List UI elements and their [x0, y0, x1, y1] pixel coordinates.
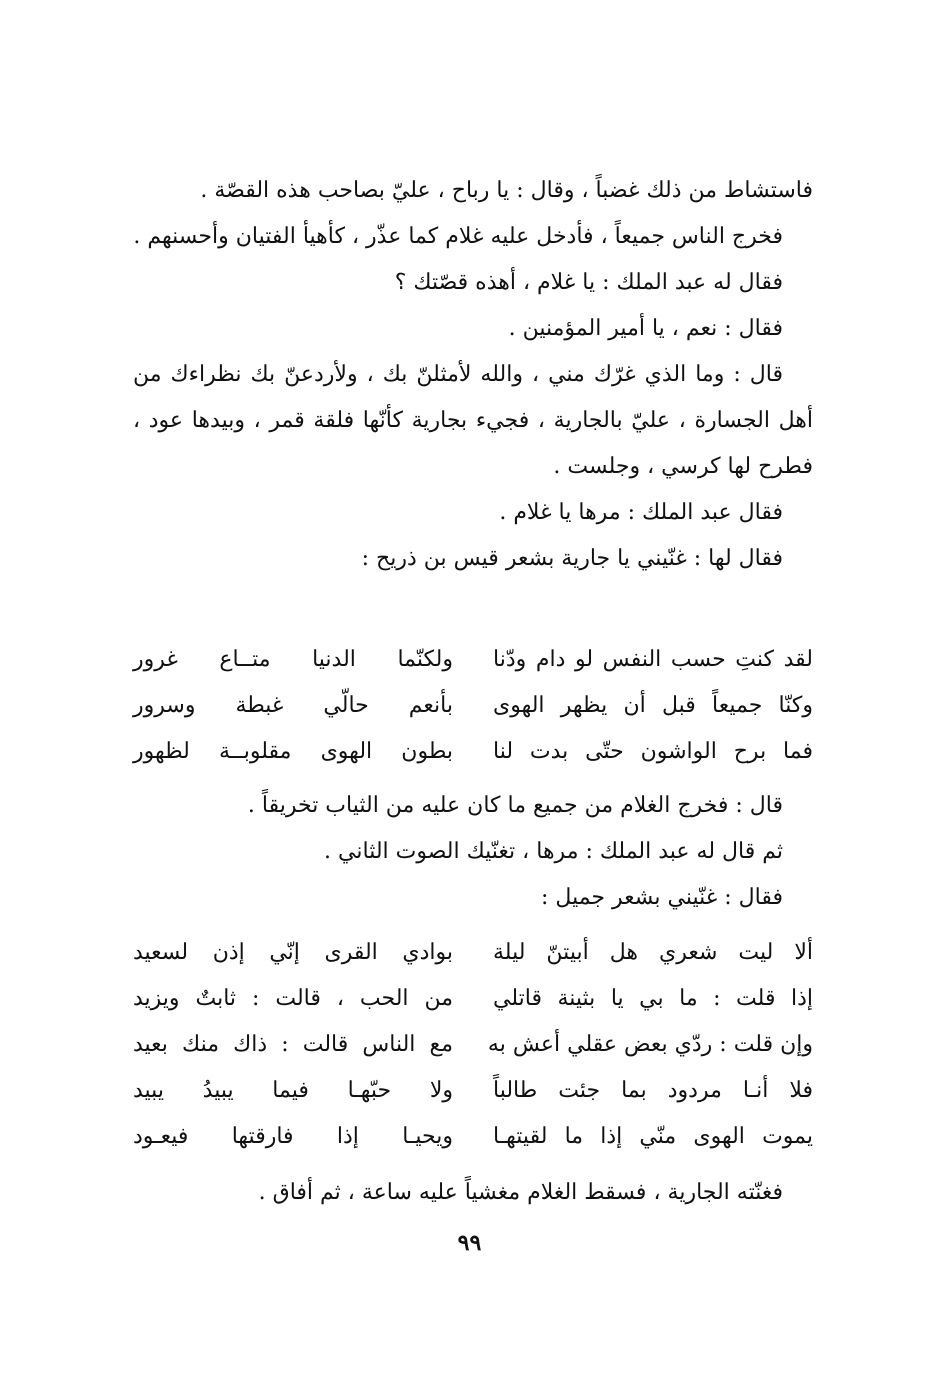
paragraph: فخرج الناس جميعاً ، فأدخل عليه غلام كما عذّر ، كأهيأ الفتيان وأحسنهم .	[133, 224, 783, 249]
page-number: ٩٩	[457, 1230, 482, 1256]
second-hemistich: بطون الهوى مقلوبــة لظهور	[133, 739, 453, 764]
second-hemistich: ولكنّما الدنيا متــاع غرور	[133, 647, 453, 672]
paragraph: فقال لها : غنّيني يا جارية بشعر قيس بن ذريح :	[361, 546, 783, 571]
first-hemistich: يموت الهوى منّي إذا ما لقيتهـا	[493, 1124, 813, 1149]
first-hemistich: وإن قلت : ردّي بعض عقلي أعش به	[487, 1032, 813, 1057]
paragraph: فاستشاط من ذلك غضباً ، وقال : يا رباح ، عليّ بصاحب هذه القصّة .	[200, 178, 813, 203]
first-hemistich: لقد كنتِ حسب النفس لو دام ودّنا	[493, 647, 813, 672]
second-hemistich: ويحيـا إذا فارقتها فيعـود	[133, 1124, 453, 1149]
paragraph: قال : وما الذي غرّك مني ، والله لأمثلنّ بك ، ولأردعنّ بك نظراءك من أهل الجسارة ، عليّ بالجارية ، فجيء بجارية كأنّها فلقة قمر ، وبيدها عود ، فطرح لها كرسي ، وجلست .	[133, 362, 813, 479]
paragraph: فغنّته الجارية ، فسقط الغلام مغشياً عليه ساعة ، ثم أفاق .	[258, 1180, 783, 1205]
verse-line	[133, 683, 813, 729]
first-hemistich: فما برح الواشون حتّى بدت لنا	[493, 739, 813, 764]
poem-qays-ibn-dharih	[133, 637, 813, 775]
first-hemistich: فلا أنـا مردود بما جئت طالباً	[493, 1078, 813, 1103]
middle-narrative	[133, 783, 813, 921]
second-hemistich: بوادي القرى إنّي إذن لسعيد	[133, 940, 453, 965]
opening-narrative	[133, 168, 813, 582]
first-hemistich: إذا قلت : ما بي يا بثينة قاتلي	[493, 986, 813, 1011]
second-hemistich: ولا حبّهـا فيما يبيدُ يبيد	[133, 1078, 453, 1103]
paragraph: ثم قال له عبد الملك : مرها ، تغنّيك الصوت الثاني .	[324, 839, 783, 864]
verse-line	[133, 930, 813, 976]
closing-narrative	[133, 1170, 813, 1216]
verse-line	[133, 729, 813, 775]
first-hemistich: وكنّا جميعاً قبل أن يظهر الهوى	[493, 693, 813, 718]
verse-line	[133, 1022, 813, 1068]
paragraph: قال : فخرج الغلام من جميع ما كان عليه من الثياب تخريقاً .	[247, 793, 783, 818]
paragraph: فقال : نعم ، يا أمير المؤمنين .	[508, 316, 783, 341]
first-hemistich: ألا ليت شعري هل أبيتنّ ليلة	[493, 940, 813, 965]
second-hemistich: مع الناس قالت : ذاك منك بعيد	[133, 1032, 453, 1057]
second-hemistich: من الحب ، قالت : ثابتٌ ويزيد	[133, 986, 453, 1011]
verse-line	[133, 637, 813, 683]
verse-line	[133, 976, 813, 1022]
poem-jamil	[133, 930, 813, 1160]
verse-line	[133, 1068, 813, 1114]
paragraph: فقال عبد الملك : مرها يا غلام .	[499, 500, 783, 525]
paragraph: فقال له عبد الملك : يا غلام ، أهذه قصّتك ؟	[394, 270, 783, 295]
verse-line	[133, 1114, 813, 1160]
paragraph: فقال : غنّيني بشعر جميل :	[541, 885, 783, 910]
second-hemistich: بأنعم حالّي غبطة وسرور	[133, 693, 453, 718]
